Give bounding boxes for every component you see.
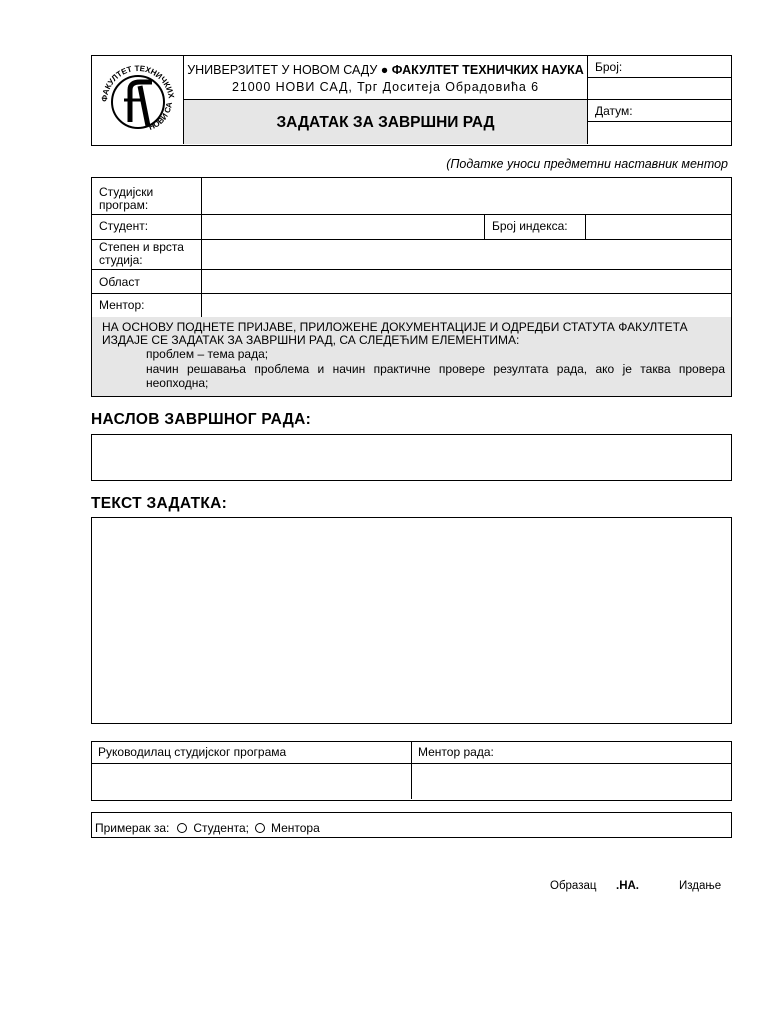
logo-text-top: ФАКУЛТЕТ ТЕХНИЧКИХ [99,63,176,103]
signatures-table [91,741,732,801]
thesis-title-field[interactable] [91,434,732,481]
mentor-label: Ментор: [99,298,145,312]
instructions-block [92,317,731,396]
instructions-item: неопходна; [146,376,209,390]
thesis-title-heading: НАСЛОВ ЗАВРШНОГ РАДА: [91,411,312,428]
copy-option-student: Студента; [193,821,249,835]
form-label: Образац [550,880,597,892]
task-text-field[interactable] [91,517,732,724]
faculty-name: ФАКУЛТЕТ ТЕХНИЧКИХ НАУКА [391,63,584,77]
task-text-heading: ТЕКСТ ЗАДАТКА: [91,495,228,512]
radio-student[interactable] [177,823,187,833]
radio-mentor[interactable] [255,823,265,833]
registry-cell [587,56,730,144]
logo-cell [92,56,184,144]
degree-type-label: Степен и врста студија: [99,240,184,267]
faculty-address: 21000 НОВИ САД, Трг Доситеја Обрадовића 6 [231,80,540,94]
mentor-signature-field[interactable] [412,764,730,799]
index-number-field[interactable] [586,215,731,239]
number-label: Број: [595,60,623,74]
instructions-line: ИЗДАЈЕ СЕ ЗАДАТАК ЗА ЗАВРШНИ РАД, СА СЛЕДЕЋИМ ЕЛЕМЕНТИМА: [102,333,520,347]
form-title-cell [184,100,587,144]
instructions-line: НА ОСНОВУ ПОДНЕТЕ ПРИЈАВЕ, ПРИЛОЖЕНЕ ДОКУМЕНТАЦИЈЕ И ОДРЕДБИ СТАТУТА ФАКУЛТЕТА [102,320,688,334]
number-field[interactable] [588,77,731,78]
divider [484,214,485,239]
form-title: ЗАДАТАК ЗА ЗАВРШНИ РАД [276,114,495,131]
program-head-label: Руководилац студијског програма [98,745,287,759]
edition-label: Издање [679,880,722,892]
date-label: Датум: [595,104,633,118]
university-name [184,63,587,77]
mentor-signature-label: Ментор рада: [418,745,494,759]
input-note: (Податке уноси предметни наставник ментор [446,157,728,171]
university-prefix: УНИВЕРЗИТЕТ У НОВОМ САДУ ● [187,63,392,77]
mentor-field[interactable] [202,294,731,317]
area-field[interactable] [202,270,731,293]
study-program-field[interactable] [202,178,731,214]
form-code: .НА. [616,880,639,892]
program-head-signature-field[interactable] [92,764,411,799]
ftn-logo-icon [92,56,184,144]
area-label: Област [99,275,140,289]
university-cell [184,56,587,100]
index-number-label: Број индекса: [492,219,568,233]
copy-option-mentor: Ментора [270,821,320,835]
student-label: Студент: [99,219,149,233]
student-field[interactable] [202,215,484,239]
instructions-item: начин решавања проблема и начин практичне провере резултата рада, ако је таква провера [146,362,725,376]
study-program-label: Студијски програм: [99,185,154,212]
degree-type-field[interactable] [202,240,731,269]
instructions-item: проблем – тема рада; [146,347,269,361]
copy-for-label: Примерак за: [95,821,170,835]
divider [588,99,731,100]
logo-text-bottom: НОВИ СА [147,101,175,132]
copy-for-row [91,812,732,838]
student-info-table [91,177,732,397]
form-header [91,55,732,146]
date-field[interactable] [588,121,731,122]
